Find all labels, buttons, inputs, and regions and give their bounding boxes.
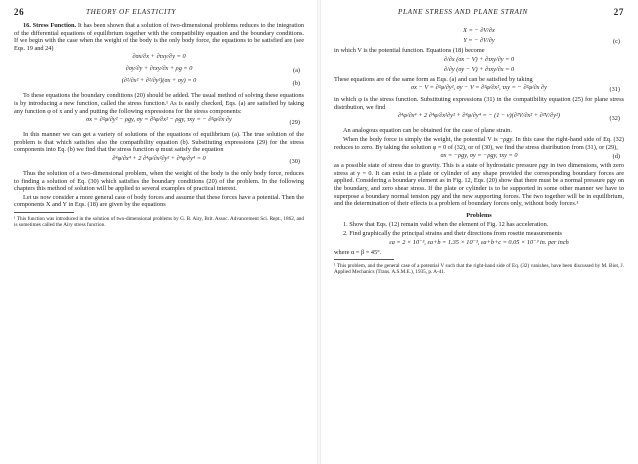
footnote: ¹ This problem, and the general case of a potential V such that the right-hand side of Eq. (32) vanishes, have been discussed by M. Biot, J. Applied Mechanics (Trans. A.S.M.E.), 1935, p. A-41.: [334, 263, 624, 276]
equation: σx = ∂²φ/∂y² − ρgy, σy = ∂²φ/∂x² − ρgy, τxy = − ∂²φ/∂x ∂y (29): [86, 116, 300, 127]
equation-tag: (c): [613, 37, 620, 45]
equation-tag: (30): [289, 158, 300, 166]
equation: σx = −ρgy, σy = −ρgy, τxy = 0 (d): [440, 152, 620, 160]
equation: ∂⁴φ/∂x⁴ + 2 ∂⁴φ/∂x²∂y² + ∂⁴φ/∂y⁴ = 0 (30): [112, 154, 300, 166]
problems-heading: Problems: [466, 211, 492, 219]
left-page-body: [14, 22, 304, 228]
equation: ∂⁴φ/∂x⁴ + 2 ∂⁴φ/∂x²∂y² + ∂⁴φ/∂y⁴ = − (1 − ν)(∂²V/∂x² + ∂²V/∂y²) (32): [397, 112, 620, 123]
paragraph: Let us now consider a more general case of body forces and assume that these forces have a potential. Then the components X and Y in Eqs. (18) are given by the equations: [14, 193, 304, 209]
paragraph: In this manner we can get a variety of solutions of the equations of equilibrium (a). The true solution of the problem is that which satisfies also the compatibility equation (b). Substituting expressions (29) for the stress components into Eq. (b) we find that the stress function φ must satisfy the equation: [14, 131, 304, 154]
page-number: 27: [613, 7, 624, 17]
equation: ∂σy/∂y + ∂τxy/∂x + ρg = 0 (a): [125, 65, 300, 75]
equation-tag: (a): [293, 67, 300, 75]
paragraph: Thus the solution of a two-dimensional problem, when the weight of the body is the only body force, reduces to finding a solution of Eq. (30) which satisfies the boundary conditions (20) of the problem. In the following chapters this method of solution will be applied to several examples of practical interest.: [14, 169, 304, 193]
footnote: ¹ This function was introduced in the solution of two-dimensional problems by G. B. Airy, Brit. Assoc. Advancement Sci. Rept., 1862, and is sometimes called the Airy stress function.: [14, 215, 304, 229]
equation: ∂σx/∂x + ∂τxy/∂y = 0: [132, 53, 186, 61]
paragraph: where α = β = 45°.: [334, 248, 382, 256]
paragraph: These equations are of the same form as Eqs. (a) and can be satisfied by taking: [334, 75, 533, 83]
equation: Y = − ∂V/∂y (c): [463, 37, 620, 45]
equation: ∂/∂x (σx − V) + ∂τxy/∂y = 0: [443, 55, 515, 63]
running-head: THEORY OF ELASTICITY: [86, 8, 177, 16]
paragraph: in which V is the potential function. Equations (18) become: [334, 47, 485, 54]
equation: σx − V = ∂²φ/∂y², σy − V = ∂²φ/∂x², τxy = − ∂²φ/∂x ∂y (31): [411, 84, 620, 93]
section-heading: 16. Stress Function.: [23, 22, 77, 29]
paragraph: as a possible state of stress due to gravity. This is a state of hydrostatic pressure ρgy in two dimensions, with zero stress at y = 0. It can exist in a plate or cylinder of any shape provided the corresponding boundary forces are applied. Considering a boundary element as in Fig. 12, Eqs. (20) show that there must be a normal pressure ρgy on the boundary, and zero shear stress. If the plate or cylinder is to be supported in some other manner we have to superpose a boundary normal tension ρgy and the new supporting forces. The two together will be in equilibrium, and the determination of their effects is a problem of boundary forces only, without body forces.¹: [334, 162, 624, 208]
running-head: PLANE STRESS AND PLANE STRAIN: [398, 8, 528, 16]
footnote-rule: [334, 259, 394, 260]
problem-item: 1. Show that Eqs. (12) remain valid when the element of Fig. 12 has acceleration.: [343, 221, 549, 229]
left-page: [0, 0, 318, 464]
paragraph: 16. Stress Function. It has been shown that a solution of two-dimensional problems reduces to the integration of the differential equations of equilibrium together with the compatibility equation and the boundary conditions. If we begin with the case when the weight of the body is the only body force, the equations to be satisfied are (see Eqs. 19 and 24): [14, 22, 304, 52]
equation-tag: (32): [609, 115, 620, 123]
paragraph: To these equations the boundary conditions (20) should be added. The usual method of solving these equations is by introducing a new function, called the stress function.¹ As is easily checked, Eqs. (a) are satisfied by taking any function φ of x and y and putting the following expressions for the stress components:: [14, 92, 304, 115]
page-number: 26: [14, 7, 25, 17]
equation: εa = 2 × 10⁻³, εa+b = 1.35 × 10⁻³, εa+b+c = 0.05 × 10⁻³ in. per inch: [389, 238, 569, 246]
paragraph: in which φ is the stress function. Substituting expressions (31) in the compatibility equation (25) for plane stress distribution, we find: [334, 96, 624, 111]
equation-tag: (b): [292, 80, 300, 88]
footnote-rule: [14, 212, 74, 213]
equation-tag: (29): [289, 119, 300, 127]
equation: X = − ∂V/∂x: [463, 27, 495, 34]
equation-tag: (31): [609, 85, 620, 93]
right-page-body: [334, 26, 624, 276]
equation-tag: (d): [612, 152, 620, 160]
problem-item: 2. Find graphically the principal strains and their directions from rosette measurements: [343, 229, 562, 237]
paragraph: An analogous equation can be obtained for the case of plane strain.: [343, 127, 512, 135]
equation: ∂/∂y (σy − V) + ∂τxy/∂x = 0: [443, 65, 515, 73]
paragraph: When the body force is simply the weight, the potential V is −ρgy. In this case the right-hand side of Eq. (32) reduces to zero. By taking the solution φ = 0 of (32), or of (30), we find the stress distribution from (31), or (29),: [334, 135, 624, 151]
equation: (∂²/∂x² + ∂²/∂y²)(σx + σy) = 0 (b): [121, 77, 300, 88]
right-page: [320, 0, 638, 464]
